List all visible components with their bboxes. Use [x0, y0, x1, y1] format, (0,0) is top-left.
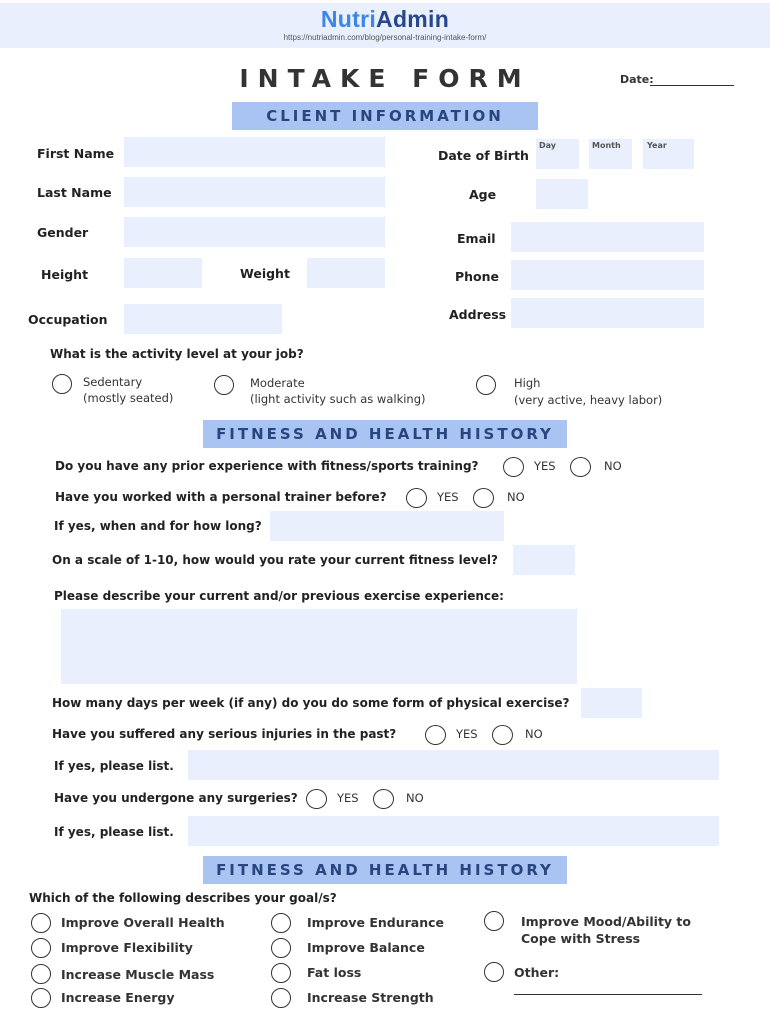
- goal-other-radio[interactable]: [484, 962, 504, 982]
- trainer-no-label: NO: [507, 490, 525, 504]
- moderate-radio[interactable]: [214, 375, 234, 395]
- injuries-no-label: NO: [525, 727, 543, 741]
- prior-yes-label: YES: [534, 459, 556, 473]
- dob-month-label: Month: [592, 141, 621, 150]
- section-fitness-history: FITNESS AND HEALTH HISTORY: [203, 420, 567, 448]
- high-desc: (very active, heavy labor): [514, 393, 663, 407]
- logo: [0, 6, 770, 33]
- days-field[interactable]: [581, 688, 642, 718]
- goal-energy-radio[interactable]: [31, 988, 51, 1008]
- age-label: Age: [469, 187, 497, 202]
- sedentary-radio[interactable]: [52, 374, 72, 394]
- surgeries-list-field[interactable]: [188, 816, 719, 846]
- surgeries-no-radio[interactable]: [373, 789, 394, 809]
- when-field[interactable]: [270, 511, 504, 541]
- last-name-label: Last Name: [37, 185, 112, 200]
- injuries-question: Have you suffered any serious injuries in the past?: [52, 727, 397, 741]
- first-name-label: First Name: [37, 146, 115, 161]
- injuries-yes-radio[interactable]: [425, 725, 446, 745]
- prior-experience-question: Do you have any prior experience with fitness/sports training?: [55, 459, 479, 473]
- weight-field[interactable]: [307, 258, 385, 288]
- prior-yes-radio[interactable]: [503, 457, 524, 477]
- address-field[interactable]: [511, 298, 704, 328]
- goal-endurance-radio[interactable]: [271, 913, 291, 933]
- logo-part2: Admin: [376, 6, 450, 32]
- dob-year-label: Year: [647, 141, 667, 150]
- describe-question: Please describe your current and/or previous exercise experience:: [54, 589, 504, 603]
- injuries-list-label: If yes, please list.: [54, 759, 174, 773]
- phone-label: Phone: [455, 269, 500, 284]
- surgeries-yes-label: YES: [337, 791, 359, 805]
- dob-day-label: Day: [539, 141, 557, 150]
- injuries-no-radio[interactable]: [492, 725, 513, 745]
- age-field[interactable]: [536, 179, 588, 209]
- date-label: Date:: [620, 73, 654, 86]
- prior-no-radio[interactable]: [570, 457, 591, 477]
- goal-strength-radio[interactable]: [271, 988, 291, 1008]
- goal-endurance-label: Improve Endurance: [307, 915, 445, 930]
- activity-question: What is the activity level at your job?: [50, 347, 304, 361]
- trainer-no-radio[interactable]: [473, 488, 494, 508]
- scale-field[interactable]: [513, 545, 575, 575]
- gender-label: Gender: [37, 225, 89, 240]
- goal-flexibility-label: Improve Flexibility: [61, 940, 193, 955]
- trainer-yes-radio[interactable]: [406, 488, 427, 508]
- goal-other-label: Other:: [514, 965, 560, 980]
- email-label: Email: [457, 231, 496, 246]
- sedentary-label: Sedentary: [83, 375, 143, 389]
- date-field[interactable]: [650, 85, 734, 86]
- high-radio[interactable]: [476, 375, 496, 395]
- goal-other-field[interactable]: [514, 994, 702, 995]
- surgeries-question: Have you undergone any surgeries?: [54, 791, 298, 805]
- describe-field[interactable]: [61, 609, 577, 684]
- goal-muscle-mass-label: Increase Muscle Mass: [61, 967, 215, 982]
- goal-flexibility-radio[interactable]: [31, 938, 51, 958]
- goal-muscle-mass-radio[interactable]: [31, 964, 51, 984]
- goal-balance-label: Improve Balance: [307, 940, 425, 955]
- dob-label: Date of Birth: [438, 148, 529, 163]
- goal-balance-radio[interactable]: [271, 938, 291, 958]
- gender-field[interactable]: [124, 217, 385, 247]
- goal-fat-loss-label: Fat loss: [307, 965, 362, 980]
- trainer-question: Have you worked with a personal trainer before?: [55, 490, 387, 504]
- height-field[interactable]: [124, 258, 202, 288]
- logo-part1: Nutri: [320, 6, 377, 32]
- occupation-field[interactable]: [124, 304, 282, 334]
- moderate-label: Moderate: [250, 376, 305, 390]
- surgeries-no-label: NO: [406, 791, 424, 805]
- goal-mood-label-line1: Improve Mood/Ability to: [521, 914, 691, 929]
- goal-overall-health-label: Improve Overall Health: [61, 915, 225, 930]
- occupation-label: Occupation: [28, 312, 108, 327]
- email-field[interactable]: [511, 222, 704, 252]
- last-name-field[interactable]: [124, 177, 385, 207]
- prior-no-label: NO: [604, 459, 622, 473]
- trainer-yes-label: YES: [437, 490, 459, 504]
- goal-mood-label-line2: Cope with Stress: [521, 931, 641, 946]
- surgeries-list-label: If yes, please list.: [54, 825, 174, 839]
- first-name-field[interactable]: [124, 137, 385, 167]
- source-url: https://nutriadmin.com/blog/personal-training-intake-form/: [283, 33, 487, 42]
- moderate-desc: (light activity such as walking): [250, 392, 426, 406]
- height-label: Height: [41, 267, 89, 282]
- weight-label: Weight: [240, 266, 290, 281]
- address-label: Address: [449, 307, 507, 322]
- form-title: INTAKE FORM: [239, 64, 531, 93]
- injuries-yes-label: YES: [456, 727, 478, 741]
- surgeries-yes-radio[interactable]: [306, 789, 327, 809]
- high-label: High: [514, 376, 541, 390]
- when-question: If yes, when and for how long?: [54, 519, 262, 533]
- goal-strength-label: Increase Strength: [307, 990, 434, 1005]
- injuries-list-field[interactable]: [188, 750, 719, 780]
- goal-mood-radio[interactable]: [484, 911, 504, 931]
- section-client-information: CLIENT INFORMATION: [232, 102, 538, 130]
- section-goals: FITNESS AND HEALTH HISTORY: [203, 856, 567, 884]
- days-question: How many days per week (if any) do you do some form of physical exercise?: [52, 696, 570, 710]
- goal-fat-loss-radio[interactable]: [271, 963, 291, 983]
- goals-question: Which of the following describes your goal/s?: [29, 891, 337, 905]
- goal-overall-health-radio[interactable]: [31, 913, 51, 933]
- goal-energy-label: Increase Energy: [61, 990, 175, 1005]
- scale-question: On a scale of 1-10, how would you rate your current fitness level?: [52, 553, 498, 567]
- sedentary-desc: (mostly seated): [83, 391, 174, 405]
- phone-field[interactable]: [511, 260, 704, 290]
